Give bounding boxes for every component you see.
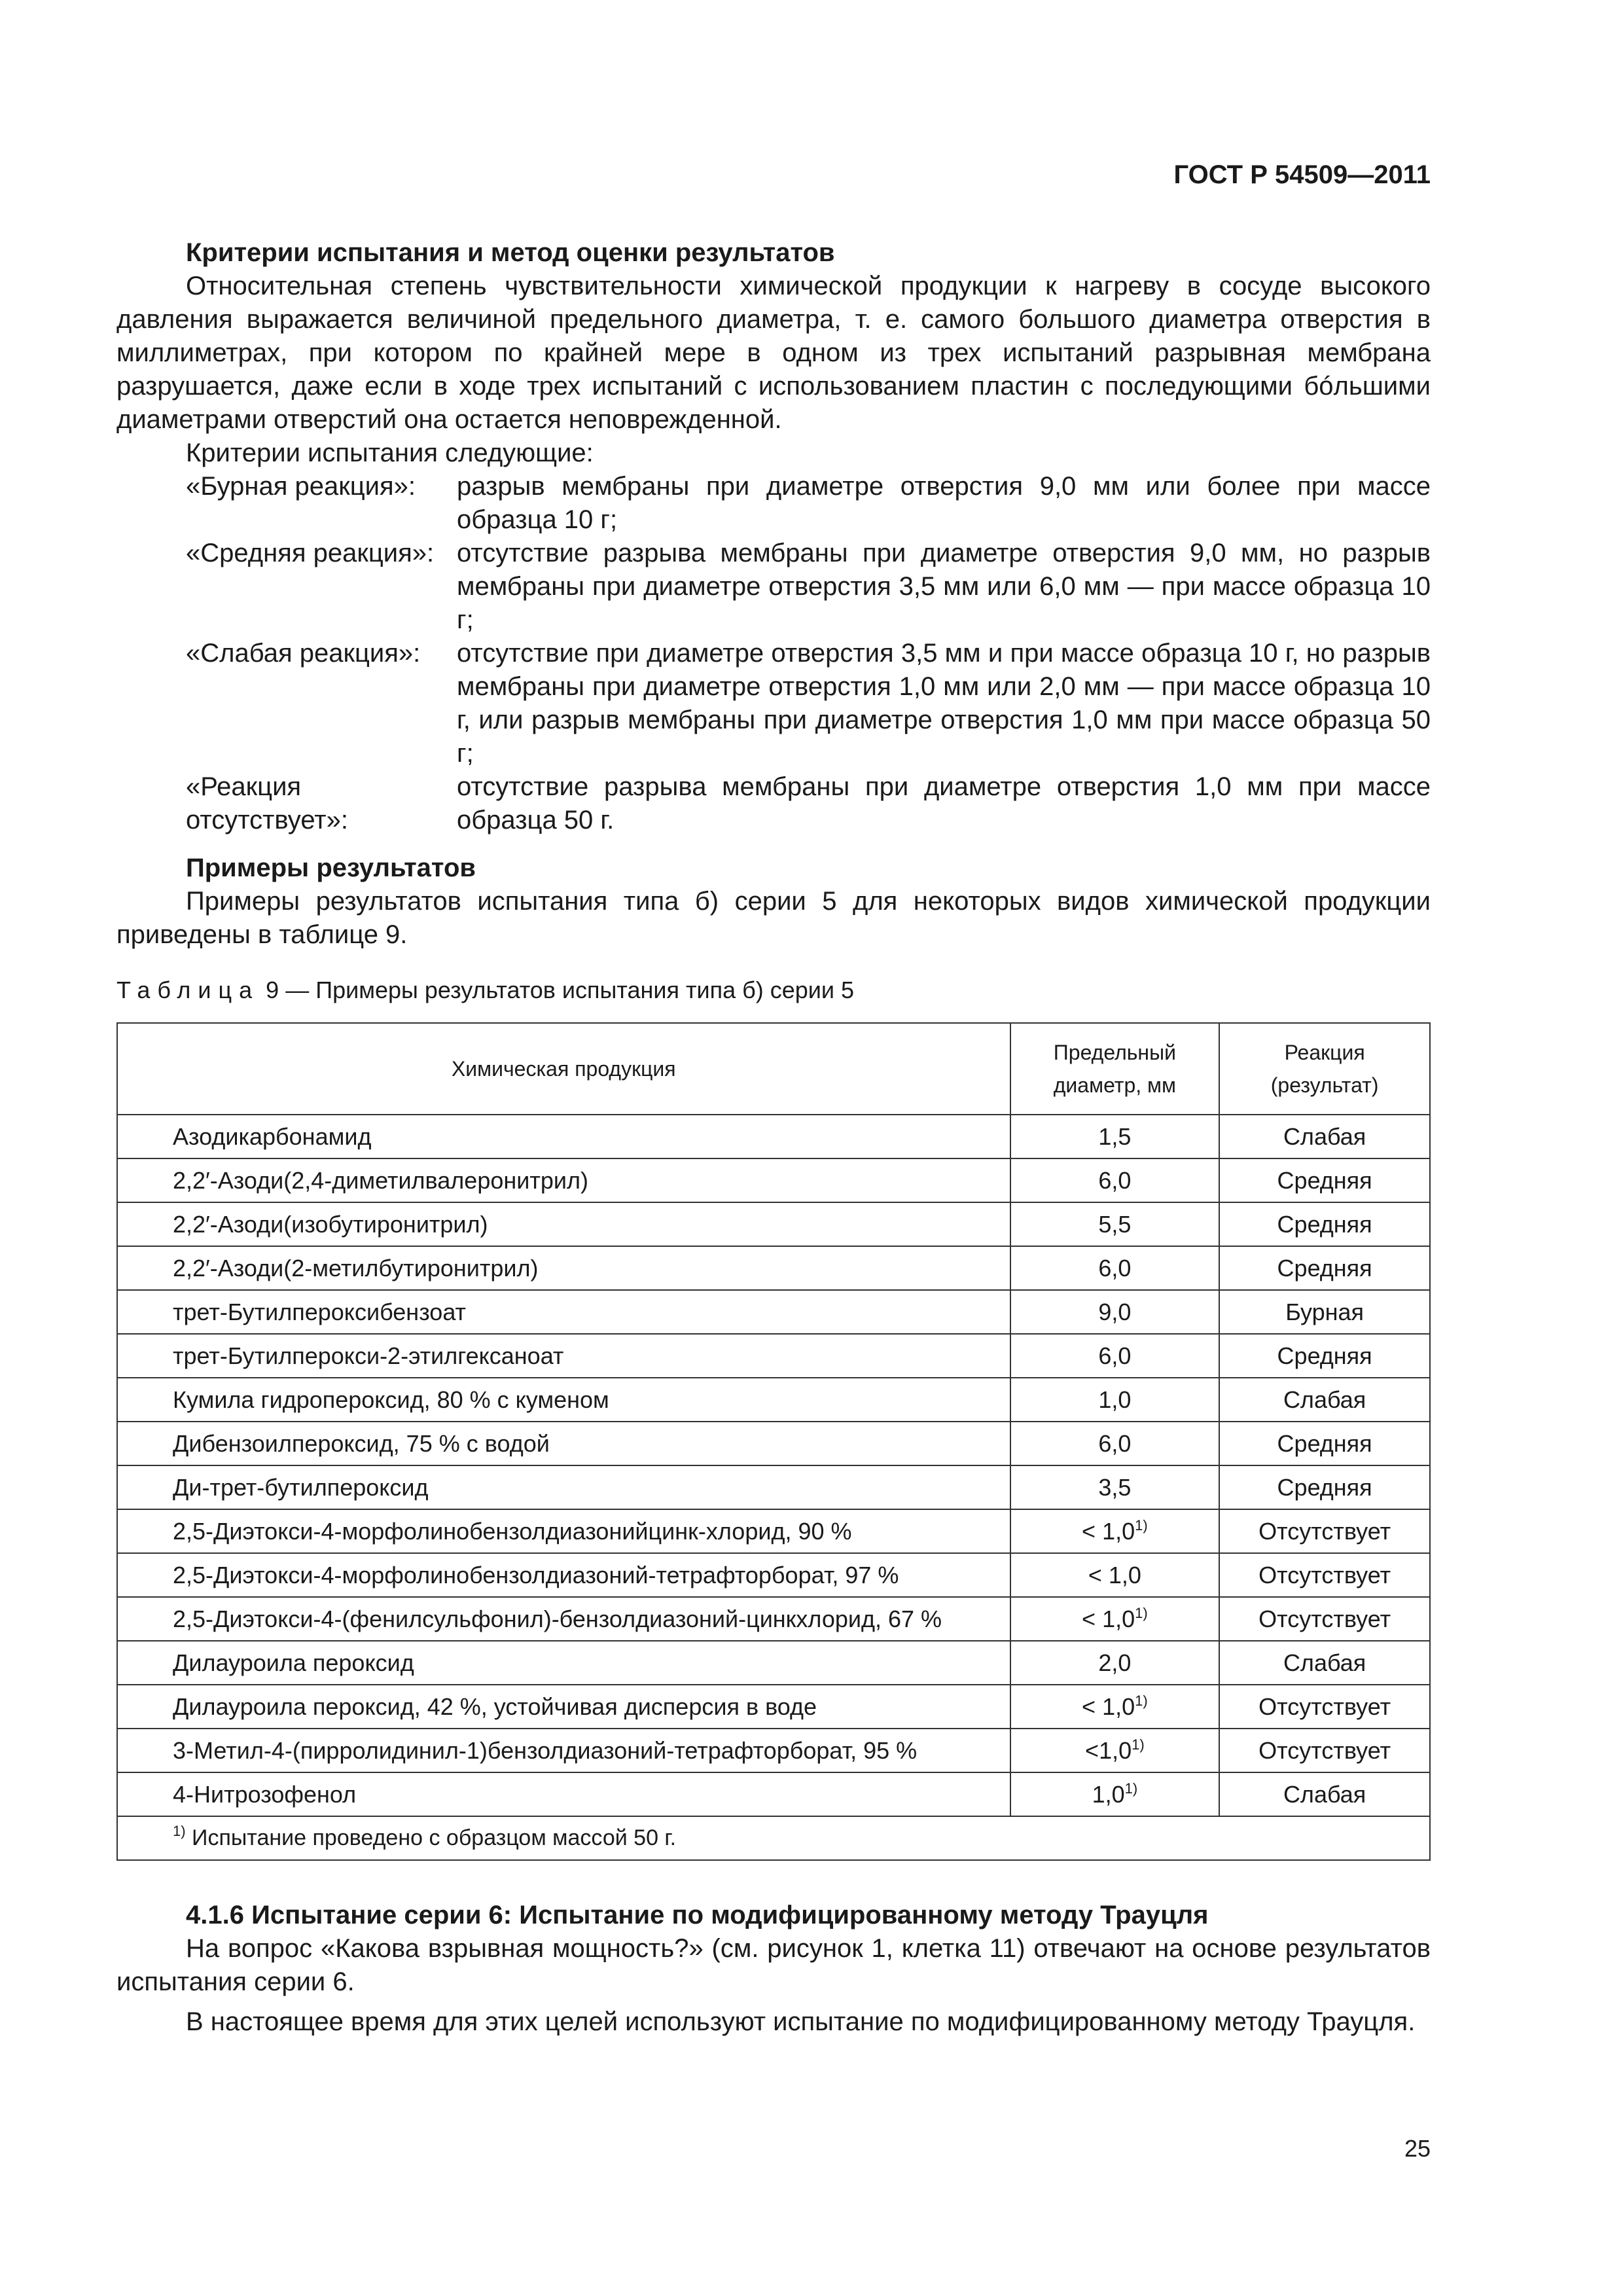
cell-result: Отсутствует [1219, 1685, 1430, 1729]
table-row [117, 1465, 1430, 1509]
table-row [117, 1772, 1430, 1816]
cell-product: 2,5-Диэтокси-4-морфолинобензолдиазонийцинк-хлорид, 90 % [117, 1509, 1010, 1553]
document-id: ГОСТ Р 54509—2011 [1173, 160, 1431, 189]
examples-paragraph: Примеры результатов испытания типа б) серии 5 для некоторых видов химической продукции приведены в таблице 9. [116, 887, 1431, 949]
cell-diameter [1010, 1641, 1220, 1685]
section-4-1-6-paragraph-2: В настоящее время для этих целей используют испытание по модифицированному методу Трауцля. [186, 2007, 1416, 2036]
header-product: Химическая продукция [117, 1023, 1010, 1115]
results-table [116, 1022, 1431, 1861]
cell-diameter [1010, 1246, 1220, 1290]
diameter-value: 6,0 [1098, 1429, 1132, 1457]
cell-result: Средняя [1219, 1465, 1430, 1509]
diameter-value: <1,0 [1085, 1736, 1132, 1764]
cell-product: Дибензоилпероксид, 75 % с водой [117, 1422, 1010, 1465]
diameter-value: 1,0 [1092, 1780, 1125, 1808]
cell-result: Отсутствует [1219, 1729, 1430, 1772]
cell-diameter [1010, 1729, 1220, 1772]
cell-result: Слабая [1219, 1115, 1430, 1158]
cell-result: Отсутствует [1219, 1553, 1430, 1597]
criterion-term: «Средняя реакция»: [186, 539, 435, 567]
table-row [117, 1202, 1430, 1246]
diameter-value: < 1,0 [1082, 1693, 1135, 1720]
table-row [117, 1246, 1430, 1290]
criterion-desc: разрыв мембраны при диаметре отверстия 9,0 мм или более при массе образца 10 г; [457, 472, 1431, 534]
table-row [117, 1290, 1430, 1334]
cell-result: Средняя [1219, 1202, 1430, 1246]
criterion-term: «Бурная реакция»: [186, 472, 416, 501]
header-reaction: Реакция (результат) [1219, 1023, 1430, 1115]
diameter-footnote-mark: 1) [1132, 1736, 1145, 1753]
cell-diameter [1010, 1115, 1220, 1158]
cell-diameter [1010, 1334, 1220, 1378]
cell-product: трет-Бутилперокси-2-этилгексаноат [117, 1334, 1010, 1378]
table-row [117, 1158, 1430, 1202]
cell-diameter [1010, 1772, 1220, 1816]
table-row [117, 1597, 1430, 1641]
table-header-row [117, 1023, 1430, 1115]
diameter-value: < 1,0 [1088, 1561, 1141, 1588]
cell-result: Слабая [1219, 1772, 1430, 1816]
cell-product: Ди-трет-бутилпероксид [117, 1465, 1010, 1509]
section-4-1-6-paragraph-1: На вопрос «Какова взрывная мощность?» (см. рисунок 1, клетка 11) отвечают на основе результатов испытания серии 6. [116, 1934, 1431, 1996]
cell-product: 2,2′-Азоди(изобутиронитрил) [117, 1202, 1010, 1246]
table-footnote-row [117, 1816, 1430, 1860]
table-caption [116, 977, 854, 1004]
cell-result: Бурная [1219, 1290, 1430, 1334]
table-row [117, 1422, 1430, 1465]
diameter-footnote-mark: 1) [1135, 1516, 1148, 1534]
table-caption-title: 9 — Примеры результатов испытания типа б) серии 5 [266, 977, 855, 1003]
cell-product: трет-Бутилпероксибензоат [117, 1290, 1010, 1334]
diameter-footnote-mark: 1) [1135, 1692, 1148, 1709]
diameter-value: < 1,0 [1082, 1517, 1135, 1545]
table-row [117, 1641, 1430, 1685]
criterion-term: «Реакция отсутствует»: [186, 772, 348, 834]
table-row [117, 1509, 1430, 1553]
cell-diameter [1010, 1422, 1220, 1465]
cell-diameter [1010, 1597, 1220, 1641]
criterion-desc: отсутствие разрыва мембраны при диаметре отверстия 9,0 мм, но разрыв мембраны при диаметре отверстия 3,5 мм или 6,0 мм — при массе образца 10 г; [457, 539, 1431, 634]
criterion-none [116, 770, 1431, 837]
criteria-heading: Критерии испытания и метод оценки результатов [186, 238, 835, 267]
cell-product: 2,5-Диэтокси-4-морфолинобензолдиазоний-тетрафторборат, 97 % [117, 1553, 1010, 1597]
diameter-value: < 1,0 [1082, 1605, 1135, 1632]
table-row [117, 1378, 1430, 1422]
cell-result: Отсутствует [1219, 1597, 1430, 1641]
table-row [117, 1334, 1430, 1378]
page-number: 25 [1404, 2135, 1431, 2162]
criterion-medium [116, 537, 1431, 637]
document-page [116, 0, 1431, 2296]
criterion-term: «Слабая реакция»: [186, 639, 421, 668]
diameter-value: 5,5 [1098, 1210, 1132, 1238]
diameter-footnote-mark: 1) [1124, 1780, 1138, 1797]
section-4-1-6-heading: 4.1.6 Испытание серии 6: Испытание по модифицированному методу Трауцля [186, 1901, 1209, 1929]
cell-result: Слабая [1219, 1378, 1430, 1422]
footnote-mark: 1) [173, 1823, 186, 1839]
cell-result: Отсутствует [1219, 1509, 1430, 1553]
cell-product: 2,5-Диэтокси-4-(фенилсульфонил)-бензолдиазоний-цинкхлорид, 67 % [117, 1597, 1010, 1641]
cell-diameter [1010, 1685, 1220, 1729]
table-row [117, 1729, 1430, 1772]
section-4-1-6 [116, 1898, 1431, 2039]
cell-product: Азодикарбонамид [117, 1115, 1010, 1158]
cell-result: Средняя [1219, 1158, 1430, 1202]
criterion-desc: отсутствие при диаметре отверстия 3,5 мм и при массе образца 10 г, но разрыв мембраны при диаметре отверстия 1,0 мм или 2,0 мм — при массе образца 10 г, или разрыв мембраны при диаметре отверстия 1,0 мм при массе образца 50 г; [457, 639, 1431, 768]
cell-product: Кумила гидропероксид, 80 % с куменом [117, 1378, 1010, 1422]
table-footnote [117, 1816, 1430, 1860]
diameter-value: 6,0 [1098, 1254, 1132, 1282]
diameter-value: 6,0 [1098, 1342, 1132, 1369]
cell-product: 2,2′-Азоди(2,4-диметилвалеронитрил) [117, 1158, 1010, 1202]
criteria-section [116, 236, 1431, 837]
cell-diameter [1010, 1158, 1220, 1202]
diameter-footnote-mark: 1) [1135, 1604, 1148, 1621]
cell-product: 3-Метил-4-(пирролидинил-1)бензолдиазоний-тетрафторборат, 95 % [117, 1729, 1010, 1772]
diameter-value: 2,0 [1098, 1649, 1132, 1676]
header-diameter: Предельный диаметр, мм [1010, 1023, 1220, 1115]
cell-product: Дилауроила пероксид [117, 1641, 1010, 1685]
cell-diameter [1010, 1465, 1220, 1509]
diameter-value: 1,0 [1098, 1386, 1132, 1413]
cell-diameter [1010, 1509, 1220, 1553]
cell-product: Дилауроила пероксид, 42 %, устойчивая дисперсия в воде [117, 1685, 1010, 1729]
cell-result: Средняя [1219, 1422, 1430, 1465]
criteria-intro: Критерии испытания следующие: [186, 439, 594, 467]
cell-diameter [1010, 1202, 1220, 1246]
criterion-violent [116, 470, 1431, 537]
cell-diameter [1010, 1553, 1220, 1597]
cell-diameter [1010, 1290, 1220, 1334]
table-row [117, 1115, 1430, 1158]
criteria-paragraph: Относительная степень чувствительности химической продукции к нагреву в сосуде высокого давления выражается величиной предельного диаметра, т. е. самого большого диаметра отверстия в миллиметрах, при котором по крайней мере в одном из трех испытаний разрывная мембрана разрушается, даже если в ходе трех испытаний с использованием пластин с последующими бóльшими диаметрами отверстий она остается неповрежденной. [116, 272, 1431, 434]
table-row [117, 1553, 1430, 1597]
examples-section [116, 851, 1431, 952]
examples-heading: Примеры результатов [186, 853, 476, 882]
table-caption-word: Таблица [116, 977, 260, 1003]
cell-result: Средняя [1219, 1334, 1430, 1378]
cell-product: 4-Нитрозофенол [117, 1772, 1010, 1816]
diameter-value: 6,0 [1098, 1166, 1132, 1194]
table-row [117, 1685, 1430, 1729]
cell-product: 2,2′-Азоди(2-метилбутиронитрил) [117, 1246, 1010, 1290]
footnote-text: Испытание проведено с образцом массой 50 г. [185, 1825, 677, 1850]
diameter-value: 3,5 [1098, 1473, 1132, 1501]
cell-result: Слабая [1219, 1641, 1430, 1685]
criterion-desc: отсутствие разрыва мембраны при диаметре отверстия 1,0 мм при массе образца 50 г. [457, 772, 1431, 834]
diameter-value: 1,5 [1098, 1122, 1132, 1150]
criterion-low [116, 637, 1431, 770]
table-body [117, 1115, 1430, 1816]
diameter-value: 9,0 [1098, 1298, 1132, 1325]
cell-result: Средняя [1219, 1246, 1430, 1290]
cell-diameter [1010, 1378, 1220, 1422]
